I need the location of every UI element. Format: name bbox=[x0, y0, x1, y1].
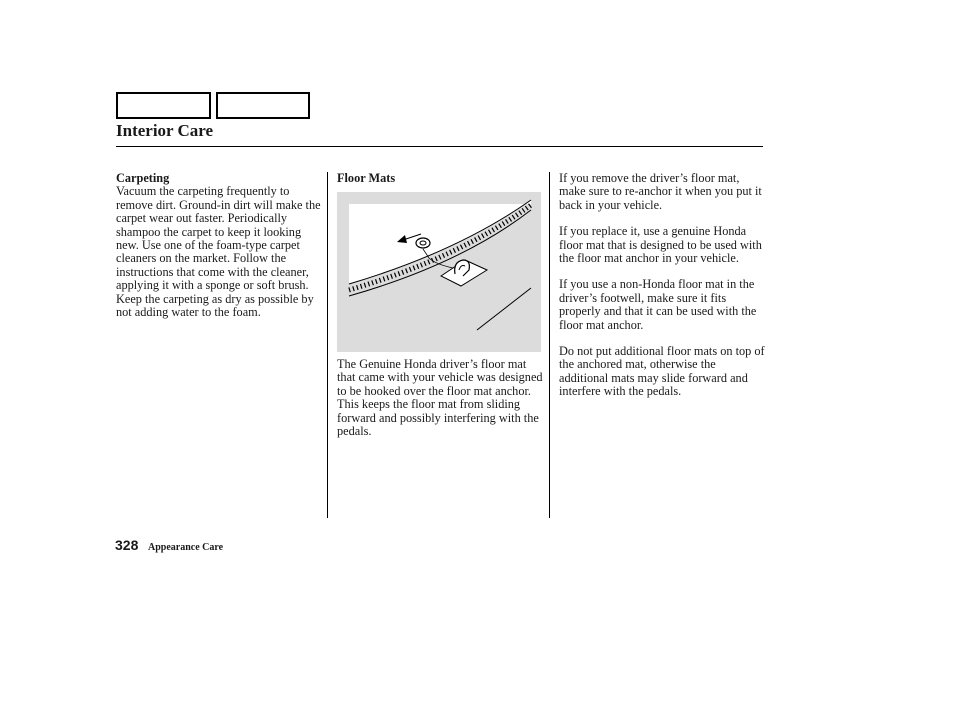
remove-mat-paragraph: If you remove the driver’s floor mat, make sure to re-anchor it when you put it back in your vehicle. bbox=[559, 171, 762, 212]
carpeting-heading: Carpeting bbox=[116, 171, 170, 185]
chapter-tab-box-1 bbox=[116, 92, 211, 119]
carpeting-column bbox=[116, 172, 321, 319]
additional-mats-paragraph: Do not put additional floor mats on top of the anchored mat, otherwise the additional mats may slide forward and interfere with the pedals. bbox=[559, 344, 765, 399]
title-rule bbox=[116, 146, 763, 147]
floor-mats-paragraph: The Genuine Honda driver’s floor mat that came with your vehicle was designed to be hooked over the floor mat anchor. This keeps the floor mat from sliding forward and possibly interfering with the pedals. bbox=[337, 357, 543, 439]
chapter-tab-box-2 bbox=[216, 92, 310, 119]
floor-mat-anchor-illustration bbox=[337, 192, 541, 352]
column-divider-1 bbox=[327, 172, 328, 518]
column-divider-2 bbox=[549, 172, 550, 518]
non-honda-mat-paragraph: If you use a non-Honda floor mat in the driver’s footwell, make sure it fits properly and that it can be used with the floor mat anchor. bbox=[559, 277, 757, 332]
floor-mat-anchor-drawing bbox=[337, 192, 541, 352]
carpeting-paragraph: Vacuum the carpeting frequently to remove dirt. Ground-in dirt will make the carpet wear out faster. Periodically shampoo the carpet to keep it looking new. Use one of the foam-type carpet cleaners on the market. Follow the instructions that come with the cleaner, applying it with a sponge or soft brush. Keep the carpeting as dry as possible by not adding water to the foam. bbox=[116, 184, 321, 320]
floor-mats-body bbox=[337, 358, 543, 438]
replace-mat-paragraph: If you replace it, use a genuine Honda floor mat that is designed to be used with the floor mat anchor in your vehicle. bbox=[559, 224, 762, 266]
page-number: 328 bbox=[115, 537, 139, 553]
footer-section-name: Appearance Care bbox=[148, 542, 224, 553]
floor-mats-column bbox=[337, 171, 543, 439]
page-title: Interior Care bbox=[116, 121, 214, 140]
floor-mats-heading: Floor Mats bbox=[337, 171, 396, 185]
right-column bbox=[559, 172, 766, 399]
